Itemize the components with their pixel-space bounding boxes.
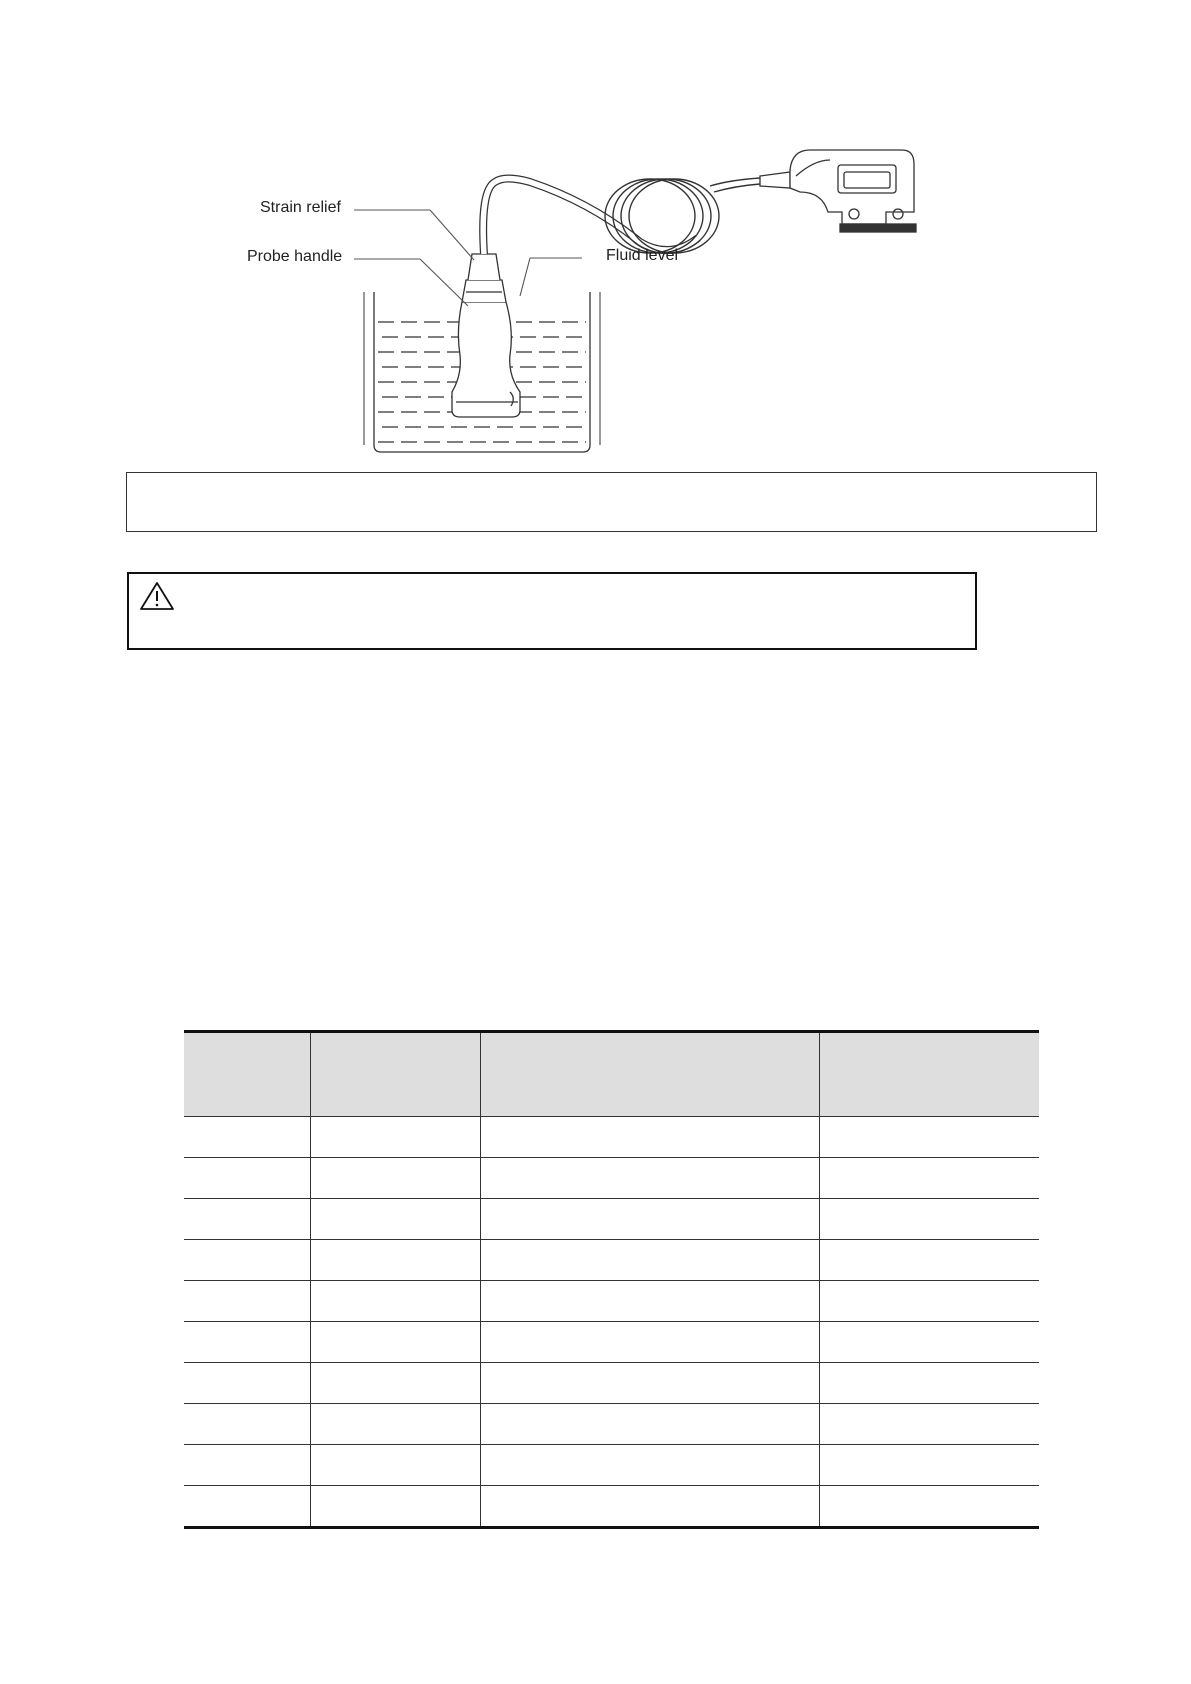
table-row bbox=[184, 1363, 1039, 1404]
table-cell bbox=[184, 1486, 310, 1528]
label-fluid-level: Fluid level bbox=[606, 247, 679, 264]
table-cell bbox=[310, 1486, 480, 1528]
table-cell bbox=[480, 1281, 819, 1322]
table-cell bbox=[310, 1117, 480, 1158]
table-cell bbox=[480, 1363, 819, 1404]
table-cell bbox=[480, 1404, 819, 1445]
table-cell bbox=[310, 1158, 480, 1199]
table-cell bbox=[184, 1363, 310, 1404]
table-row bbox=[184, 1199, 1039, 1240]
table-row bbox=[184, 1404, 1039, 1445]
table-cell bbox=[310, 1404, 480, 1445]
table-cell bbox=[819, 1404, 1039, 1445]
table-cell bbox=[819, 1240, 1039, 1281]
table-header-cell bbox=[184, 1032, 310, 1117]
table-cell bbox=[819, 1486, 1039, 1528]
table-cell bbox=[819, 1158, 1039, 1199]
table-row bbox=[184, 1281, 1039, 1322]
table-row bbox=[184, 1158, 1039, 1199]
table-cell bbox=[819, 1199, 1039, 1240]
table-cell bbox=[310, 1445, 480, 1486]
table-cell bbox=[480, 1199, 819, 1240]
table-cell bbox=[184, 1199, 310, 1240]
table-row bbox=[184, 1240, 1039, 1281]
table-cell bbox=[184, 1117, 310, 1158]
table-row bbox=[184, 1445, 1039, 1486]
label-strain-relief: Strain relief bbox=[260, 199, 341, 216]
table-cell bbox=[480, 1158, 819, 1199]
table-cell bbox=[819, 1117, 1039, 1158]
data-table bbox=[184, 1030, 1039, 1529]
table-header-cell bbox=[480, 1032, 819, 1117]
table-cell bbox=[184, 1445, 310, 1486]
warning-box bbox=[127, 572, 977, 650]
table-header-row bbox=[184, 1032, 1039, 1117]
table-cell bbox=[480, 1240, 819, 1281]
probe-immersion-figure bbox=[230, 130, 950, 460]
table-cell bbox=[184, 1158, 310, 1199]
table-row bbox=[184, 1322, 1039, 1363]
table-cell bbox=[819, 1363, 1039, 1404]
table-row bbox=[184, 1117, 1039, 1158]
table-cell bbox=[819, 1445, 1039, 1486]
table-row bbox=[184, 1486, 1039, 1528]
table-cell bbox=[184, 1404, 310, 1445]
table-cell bbox=[480, 1486, 819, 1528]
table-cell bbox=[310, 1363, 480, 1404]
table-header-cell bbox=[310, 1032, 480, 1117]
table-cell bbox=[184, 1281, 310, 1322]
table-cell bbox=[480, 1322, 819, 1363]
table-cell bbox=[480, 1117, 819, 1158]
table-header-cell bbox=[819, 1032, 1039, 1117]
table-cell bbox=[310, 1199, 480, 1240]
table-cell bbox=[310, 1240, 480, 1281]
table-cell bbox=[819, 1322, 1039, 1363]
table-cell bbox=[480, 1445, 819, 1486]
note-box bbox=[126, 472, 1097, 532]
table-cell bbox=[310, 1281, 480, 1322]
warning-triangle-icon bbox=[139, 580, 175, 617]
table-cell bbox=[184, 1240, 310, 1281]
table-cell bbox=[819, 1281, 1039, 1322]
probe-immersion-illustration bbox=[230, 130, 950, 460]
table-cell bbox=[184, 1322, 310, 1363]
table-cell bbox=[310, 1322, 480, 1363]
label-probe-handle: Probe handle bbox=[247, 248, 343, 265]
